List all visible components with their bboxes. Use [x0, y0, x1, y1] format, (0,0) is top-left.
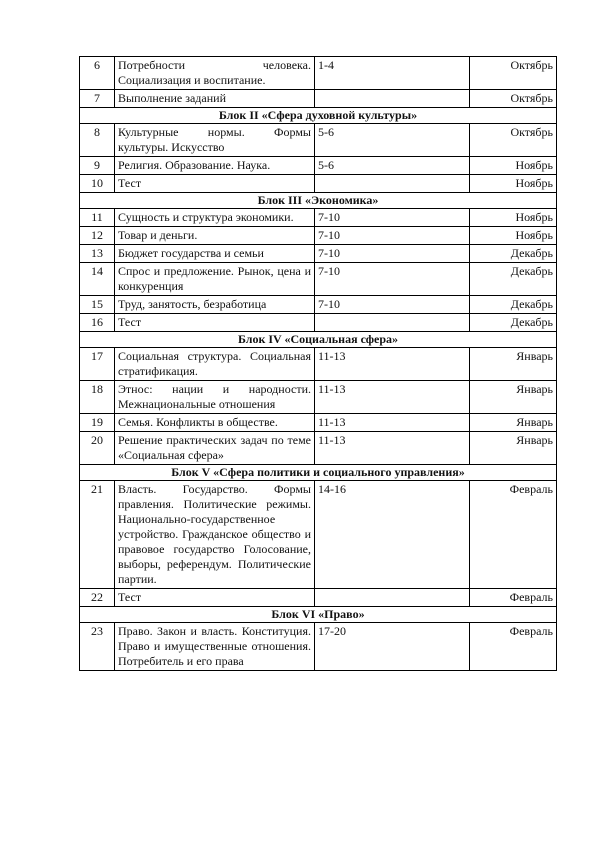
lesson-month: Октябрь — [470, 124, 557, 157]
lesson-number: 18 — [80, 381, 115, 414]
block-title: Блок IV «Социальная сфера» — [80, 332, 557, 348]
lesson-hours: 7-10 — [315, 245, 470, 263]
lesson-month: Декабрь — [470, 245, 557, 263]
block-header-row — [80, 332, 557, 348]
lesson-hours: 7-10 — [315, 263, 470, 296]
table-row — [80, 481, 557, 589]
lesson-month: Декабрь — [470, 263, 557, 296]
table-row — [80, 432, 557, 465]
block-header-row — [80, 465, 557, 481]
table-row — [80, 348, 557, 381]
lesson-topic: Товар и деньги. — [115, 227, 315, 245]
lesson-month: Февраль — [470, 481, 557, 589]
table-row — [80, 263, 557, 296]
lesson-topic: Выполнение заданий — [115, 90, 315, 108]
curriculum-table — [79, 56, 557, 671]
lesson-month: Ноябрь — [470, 209, 557, 227]
lesson-hours: 1-4 — [315, 57, 470, 90]
lesson-topic: Социальная структура. Социальная стратификация. — [115, 348, 315, 381]
table-row — [80, 227, 557, 245]
lesson-hours: 5-6 — [315, 157, 470, 175]
lesson-number: 23 — [80, 623, 115, 671]
lesson-topic: Бюджет государства и семьи — [115, 245, 315, 263]
table-row — [80, 175, 557, 193]
block-title: Блок V «Сфера политики и социального управления» — [80, 465, 557, 481]
table-row — [80, 381, 557, 414]
lesson-month: Январь — [470, 414, 557, 432]
lesson-month: Январь — [470, 348, 557, 381]
table-row — [80, 124, 557, 157]
lesson-month: Январь — [470, 432, 557, 465]
lesson-month: Октябрь — [470, 57, 557, 90]
lesson-number: 7 — [80, 90, 115, 108]
lesson-month: Ноябрь — [470, 227, 557, 245]
lesson-month: Октябрь — [470, 90, 557, 108]
lesson-topic: Право. Закон и власть. Конституция. Право и имущественные отношения. Потребитель и его права — [115, 623, 315, 671]
lesson-number: 17 — [80, 348, 115, 381]
lesson-number: 22 — [80, 589, 115, 607]
lesson-hours: 5-6 — [315, 124, 470, 157]
lesson-hours: 14-16 — [315, 481, 470, 589]
lesson-topic: Власть. Государство. Формы правления. Политические режимы. Национально-государственное устройство. Гражданское общество и правовое государство Голосование, выборы, референдум. Политические партии. — [115, 481, 315, 589]
table-row — [80, 245, 557, 263]
lesson-number: 13 — [80, 245, 115, 263]
block-header-row — [80, 607, 557, 623]
lesson-topic: Спрос и предложение. Рынок, цена и конкуренция — [115, 263, 315, 296]
lesson-hours: 7-10 — [315, 209, 470, 227]
table-row — [80, 209, 557, 227]
lesson-number: 21 — [80, 481, 115, 589]
lesson-hours: 11-13 — [315, 432, 470, 465]
lesson-topic: Решение практических задач по теме «Социальная сфера» — [115, 432, 315, 465]
lesson-topic: Сущность и структура экономики. — [115, 209, 315, 227]
block-title: Блок II «Сфера духовной культуры» — [80, 108, 557, 124]
lesson-number: 6 — [80, 57, 115, 90]
table-row — [80, 296, 557, 314]
lesson-hours — [315, 90, 470, 108]
lesson-number: 8 — [80, 124, 115, 157]
lesson-hours: 7-10 — [315, 296, 470, 314]
lesson-number: 10 — [80, 175, 115, 193]
lesson-topic: Религия. Образование. Наука. — [115, 157, 315, 175]
block-header-row — [80, 108, 557, 124]
table-row — [80, 57, 557, 90]
lesson-month: Ноябрь — [470, 157, 557, 175]
table-row — [80, 90, 557, 108]
table-row — [80, 623, 557, 671]
lesson-number: 12 — [80, 227, 115, 245]
lesson-hours — [315, 175, 470, 193]
lesson-number: 20 — [80, 432, 115, 465]
lesson-month: Январь — [470, 381, 557, 414]
lesson-topic: Этнос: нации и народности. Межнациональные отношения — [115, 381, 315, 414]
curriculum-table-body — [80, 57, 557, 671]
lesson-topic: Тест — [115, 589, 315, 607]
lesson-number: 9 — [80, 157, 115, 175]
lesson-hours: 17-20 — [315, 623, 470, 671]
lesson-number: 19 — [80, 414, 115, 432]
lesson-hours: 11-13 — [315, 348, 470, 381]
lesson-month: Ноябрь — [470, 175, 557, 193]
lesson-hours — [315, 314, 470, 332]
lesson-month: Февраль — [470, 623, 557, 671]
block-title: Блок VI «Право» — [80, 607, 557, 623]
lesson-hours: 11-13 — [315, 381, 470, 414]
lesson-topic: Тест — [115, 175, 315, 193]
lesson-month: Декабрь — [470, 296, 557, 314]
lesson-number: 16 — [80, 314, 115, 332]
lesson-topic: Труд, занятость, безработица — [115, 296, 315, 314]
lesson-month: Февраль — [470, 589, 557, 607]
lesson-number: 14 — [80, 263, 115, 296]
block-header-row — [80, 193, 557, 209]
block-title: Блок III «Экономика» — [80, 193, 557, 209]
lesson-topic: Потребности человека. Социализация и воспитание. — [115, 57, 315, 90]
lesson-number: 11 — [80, 209, 115, 227]
lesson-hours — [315, 589, 470, 607]
table-row — [80, 314, 557, 332]
lesson-number: 15 — [80, 296, 115, 314]
lesson-hours: 7-10 — [315, 227, 470, 245]
lesson-hours: 11-13 — [315, 414, 470, 432]
lesson-topic: Семья. Конфликты в обществе. — [115, 414, 315, 432]
table-row — [80, 414, 557, 432]
lesson-topic: Тест — [115, 314, 315, 332]
lesson-month: Декабрь — [470, 314, 557, 332]
lesson-topic: Культурные нормы. Формы культуры. Искусство — [115, 124, 315, 157]
table-row — [80, 589, 557, 607]
table-row — [80, 157, 557, 175]
